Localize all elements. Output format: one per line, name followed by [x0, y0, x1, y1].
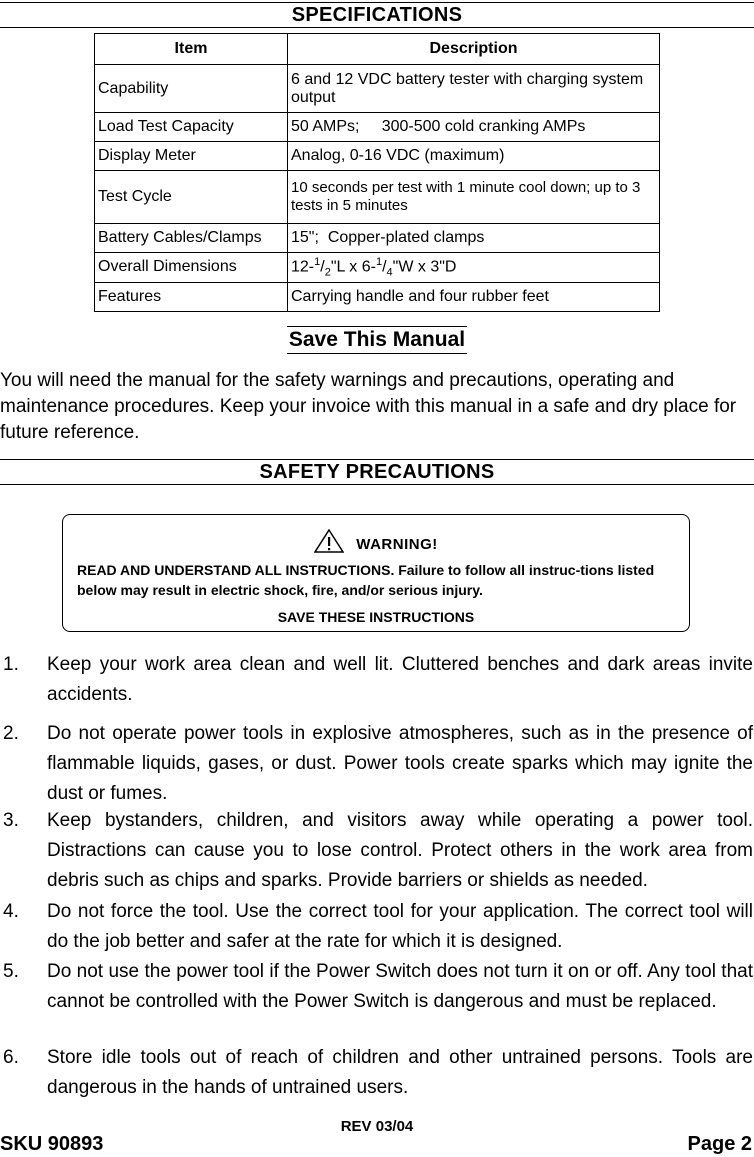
table-row: [95, 224, 660, 253]
safety-precautions-heading: SAFETY PRECAUTIONS: [0, 459, 754, 485]
list-item-text: Store idle tools out of reach of children and other untrained persons. Tools are dangerous in the hands of untrained users.: [47, 1047, 753, 1098]
warning-title-row: [63, 529, 689, 557]
sku-label: SKU 90893: [0, 1133, 104, 1155]
table-row: [95, 171, 660, 224]
list-item-text: Do not force the tool. Use the correct tool for your application. The correct tool will do the job better and safer at the rate for which it is designed.: [47, 901, 753, 952]
list-item-number: 2.: [3, 723, 19, 744]
spec-item: Display Meter: [95, 142, 288, 171]
save-manual-title: Save This Manual: [287, 326, 467, 354]
table-row: [95, 113, 660, 142]
table-row: [95, 65, 660, 113]
page-number: Page 2: [687, 1133, 752, 1155]
list-item-number: 6.: [3, 1047, 19, 1068]
table-row: [95, 142, 660, 171]
list-item-text: Keep bystanders, children, and visitors away while operating a power tool. Distractions can cause you to lose control. Protect others in the work area from debris such as chips and sparks. Provide barriers or shields as needed.: [47, 810, 753, 891]
save-manual-heading-wrap: [0, 326, 754, 354]
warning-triangle-icon: [314, 529, 344, 557]
spec-description: 50 AMPs; 300-500 cold cranking AMPs: [288, 113, 660, 142]
warning-box: [62, 514, 690, 632]
spec-item: Overall Dimensions: [95, 253, 288, 283]
list-item-text: Do not operate power tools in explosive atmospheres, such as in the presence of flammable liquids, gases, or dust. Power tools create sparks which may ignite the dust or fumes.: [47, 723, 753, 804]
save-manual-text: You will need the manual for the safety warnings and precautions, operating and maintenance procedures. Keep your invoice with this manual in a safe and dry place for future reference.: [0, 370, 737, 443]
revision-label: REV 03/04: [340, 1118, 414, 1135]
spec-description: Carrying handle and four rubber feet: [288, 282, 660, 311]
specifications-heading: SPECIFICATIONS: [0, 2, 754, 28]
spec-description: 10 seconds per test with 1 minute cool down; up to 3 tests in 5 minutes: [288, 171, 660, 224]
spec-item: Load Test Capacity: [95, 113, 288, 142]
save-instructions: SAVE THESE INSTRUCTIONS: [277, 609, 475, 625]
list-item-number: 3.: [3, 810, 19, 831]
warning-title: WARNING!: [356, 536, 438, 553]
spec-description: $12-^1/_2"L$ x $6-^1/_4"W$ x 3"D: [288, 253, 660, 283]
spec-description: 6 and 12 VDC battery tester with charging system output: [288, 65, 660, 113]
spec-item: Features: [95, 282, 288, 311]
column-header-description: Description: [288, 34, 660, 65]
table-row: [95, 282, 660, 311]
spec-description: Analog, 0-16 VDC (maximum): [288, 142, 660, 171]
list-item-text: Do not use the power tool if the Power Switch does not turn it on or off. Any tool that cannot be controlled with the Power Switch is dangerous and must be replaced.: [47, 961, 753, 1012]
column-header-item: Item: [95, 34, 288, 65]
spec-item: Battery Cables/Clamps: [95, 224, 288, 253]
list-item-number: 1.: [3, 654, 19, 675]
table-row: [95, 253, 660, 283]
spec-description: 15"; Copper-plated clamps: [288, 224, 660, 253]
list-item-number: 4.: [3, 901, 19, 922]
specifications-table: [94, 33, 660, 312]
spec-item: Capability: [95, 65, 288, 113]
list-item-text: Keep your work area clean and well lit. Cluttered benches and dark areas invite accidents.: [47, 654, 753, 705]
warning-text: READ AND UNDERSTAND ALL INSTRUCTIONS. Failure to follow all instruc-tions listed below may result in electric shock, fire, and/or serious injury.: [77, 562, 655, 598]
spec-item: Test Cycle: [95, 171, 288, 224]
table-header-row: [95, 34, 660, 65]
list-item-number: 5.: [3, 961, 19, 982]
